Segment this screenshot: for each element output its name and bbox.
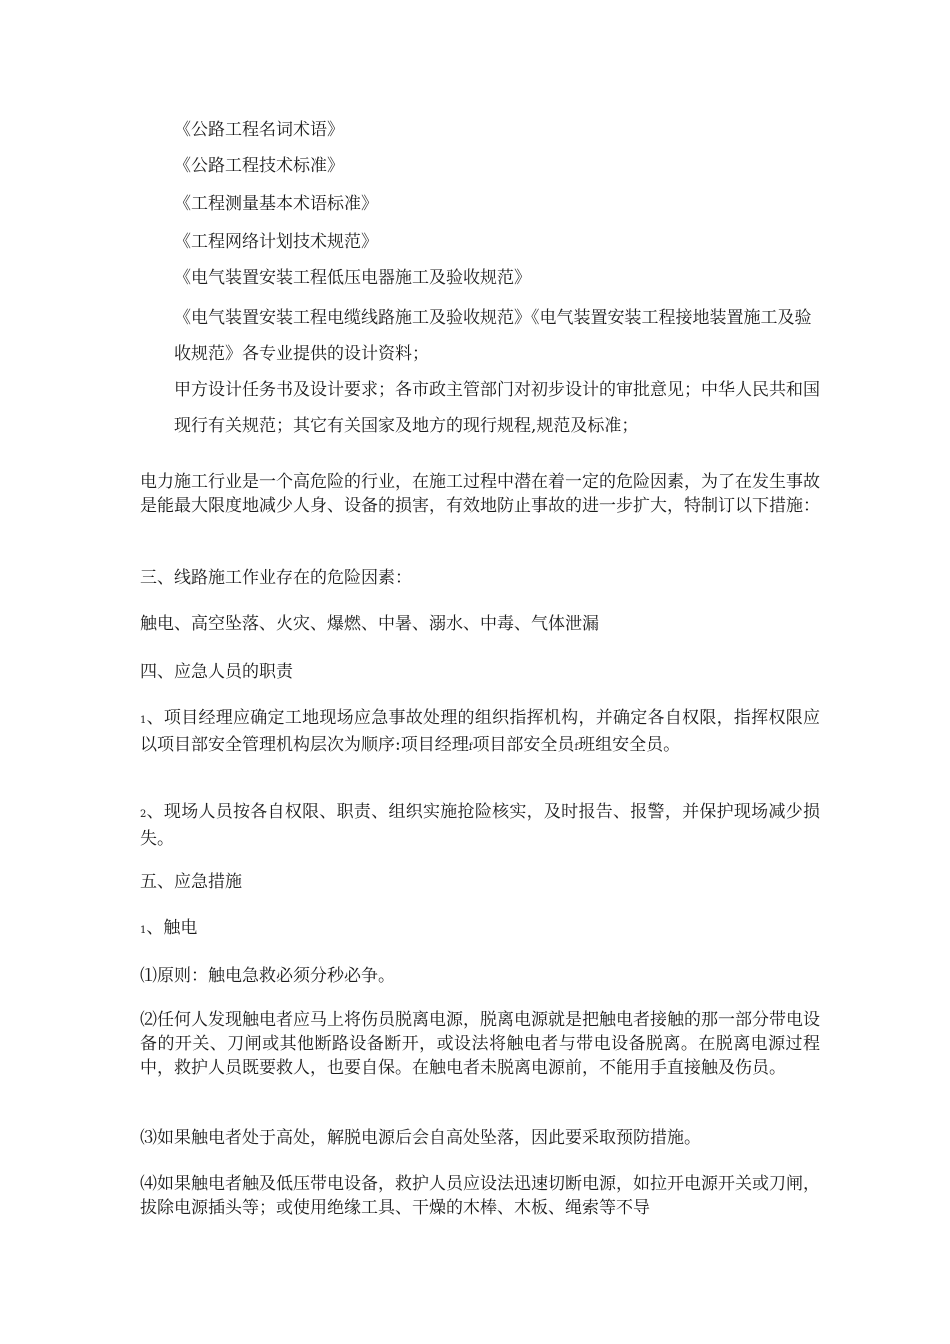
measure-item: ⑷如果触电者触及低压带电设备，救护人员应设法迅速切断电源，如拉开电源开关或刀闸，拔除电源插头等；或使用绝缘工具、干燥的木棒、木板、绳索等不导 <box>140 1174 820 1218</box>
arrow-separator: f <box>468 742 473 753</box>
reference-item: 《公路工程名词术语》 <box>174 120 344 140</box>
measure-item: ⑵任何人发现触电者应马上将伤员脱离电源，脱离电源就是把触电者接触的那一部分带电设备的开关、刀闸或其他断路设备断开，或设法将触电者与带电设备脱离。在脱离电源过程中，救护人员既要救人，也要自保。在触电者未脱离电源前，不能用手直接触及伤员。 <box>140 1010 820 1078</box>
intro-paragraph: 电力施工行业是一个高危险的行业，在施工过程中潜在着一定的危险因素，为了在发生事故是能最大限度地减少人身、设备的损害，有效地防止事故的进一步扩大，特制订以下措施： <box>140 472 820 516</box>
subsection-number: 1 <box>140 925 147 936</box>
measure-item: ⑴原则：触电急救必须分秒必争。 <box>140 966 395 986</box>
reference-item: 《工程测量基本术语标准》 <box>174 194 378 214</box>
duty-item: 1、项目经理应确定工地现场应急事故处理的组织指挥机构，并确定各自权限，指挥权限应以项目部安全管理机构层次为顺序:项目经理f项目部安全员f班组安全员。 <box>140 708 820 755</box>
reference-block: 《电气装置安装工程电缆线路施工及验收规范》《电气装置安装工程接地装置施工及验收规范》各专业提供的设计资料； <box>174 308 812 364</box>
section-heading: 五、应急措施 <box>140 872 242 892</box>
reference-block: 甲方设计任务书及设计要求；各市政主管部门对初步设计的审批意见；中华人民共和国现行有关规范；其它有关国家及地方的现行规程,规范及标准； <box>174 380 820 436</box>
duty-number: 2 <box>140 809 147 820</box>
section-heading: 三、线路施工作业存在的危险因素： <box>140 568 412 588</box>
arrow-separator: f <box>574 742 579 753</box>
measure-item: ⑶如果触电者处于高处，解脱电源后会自高处坠落，因此要采取预防措施。 <box>140 1128 701 1148</box>
reference-item: 《工程网络计划技术规范》 <box>174 232 378 252</box>
reference-item: 《电气装置安装工程低压电器施工及验收规范》 <box>174 268 531 288</box>
subsection-heading: 1、触电 <box>140 918 198 938</box>
hazard-list: 触电、高空坠落、火灾、爆燃、中暑、溺水、中毒、气体泄漏 <box>140 614 599 634</box>
section-heading: 四、应急人员的职责 <box>140 662 293 682</box>
reference-item: 《公路工程技术标准》 <box>174 156 344 176</box>
duty-item: 2、现场人员按各自权限、职责、组织实施抢险核实，及时报告、报警，并保护现场减少损失。 <box>140 802 820 849</box>
duty-number: 1 <box>140 715 147 726</box>
